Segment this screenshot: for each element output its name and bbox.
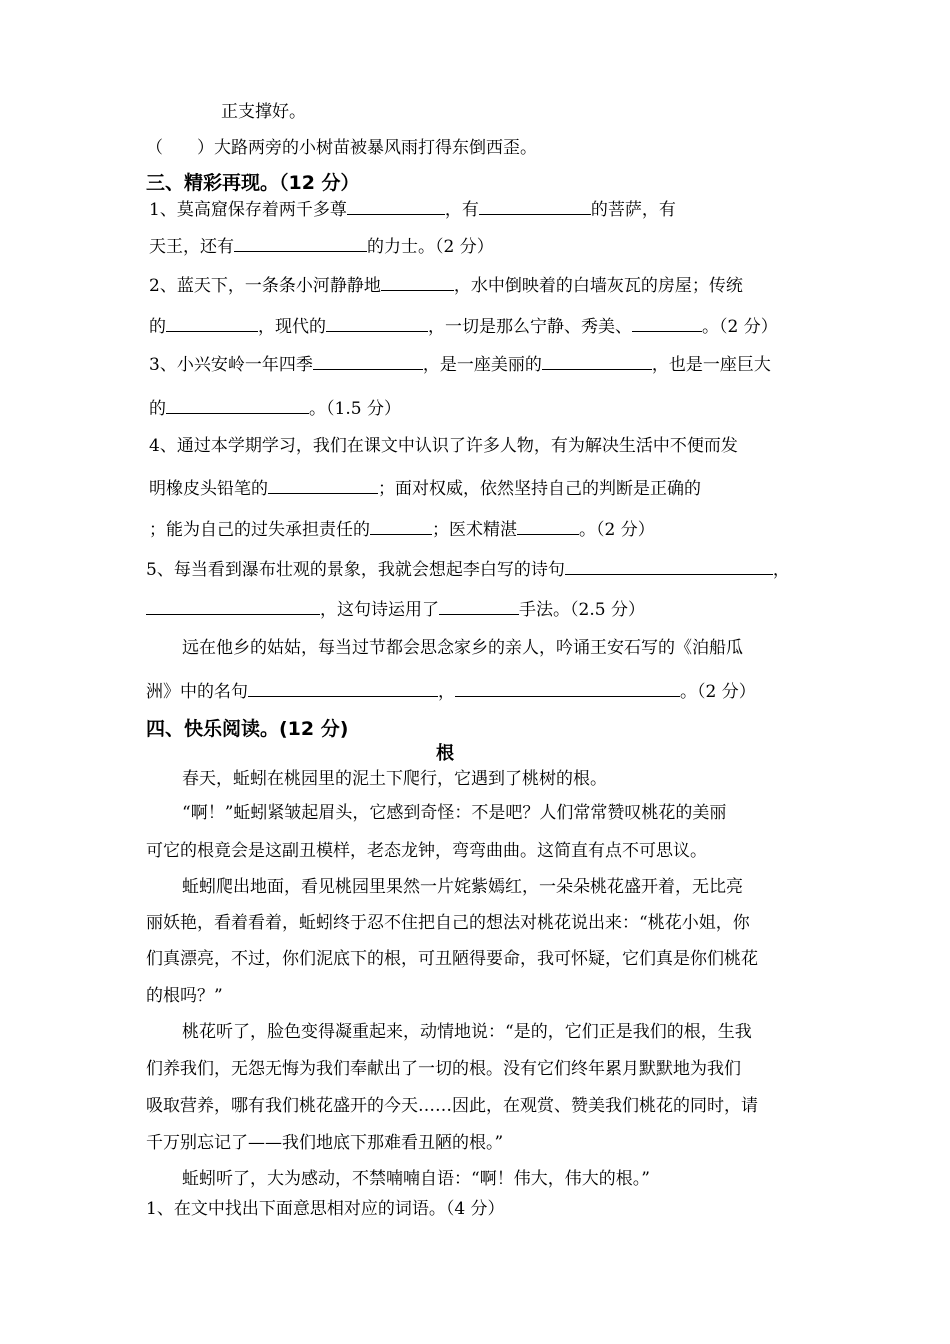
answer-blank[interactable] [234,233,367,252]
question-3-1-line-1: 1、莫高窟保存着两千多尊 ，有 的菩萨，有 [149,196,676,222]
answer-blank[interactable] [542,351,652,370]
continuation-line-1: 正支撑好。 [221,102,306,122]
continuation-line-2: （ ）大路两旁的小树苗被暴风雨打得东倒西歪。 [146,138,537,158]
answer-paren[interactable]: （ ） [146,138,214,158]
answer-blank[interactable] [347,196,445,215]
passage-paragraph: 蚯蚓听了，大为感动，不禁喃喃自语：“啊！伟大，伟大的根。” [182,1169,650,1189]
answer-blank[interactable] [370,516,432,535]
question-3-2-line-1: 2、蓝天下，一条条小河静静地 ，水中倒映着的白墙灰瓦的房屋；传统 [149,272,743,298]
answer-blank[interactable] [517,516,579,535]
answer-blank[interactable] [479,196,591,215]
passage-paragraph: 蚯蚓爬出地面，看见桃园里果然一片姹紫嫣红，一朵朵桃花盛开着，无比亮 [182,877,743,897]
answer-blank[interactable] [313,351,423,370]
question-3-4-line-1: 4、通过本学期学习，我们在课文中认识了许多人物，有为解决生活中不便而发 [149,436,738,456]
answer-blank[interactable] [248,678,438,697]
passage-line: 可它的根竟会是这副丑模样，老态龙钟，弯弯曲曲。这简直有点不可思议。 [146,841,707,861]
passage-line: 们真漂亮，不过，你们泥底下的根，可丑陋得要命，我可怀疑，它们真是你们桃花 [146,949,758,969]
passage-line: 千万别忘记了——我们地底下那难看丑陋的根。” [146,1133,504,1153]
question-3-3-line-2: 的 。（1.5 分） [149,395,401,421]
answer-blank[interactable] [166,313,258,332]
reading-question-1: 1、在文中找出下面意思相对应的词语。（4 分） [146,1199,505,1219]
question-3-2-line-2: 的 ，现代的 ，一切是那么宁静、秀美、 。（2 分） [149,313,778,339]
passage-paragraph: 春天，蚯蚓在桃园里的泥土下爬行，它遇到了桃树的根。 [182,769,607,789]
passage-paragraph: 桃花听了，脸色变得凝重起来，动情地说：“是的，它们正是我们的根，生我 [182,1022,752,1042]
section-3-heading: 三、精彩再现。（12 分） [146,172,360,194]
question-3-4-line-3: ；能为自己的过失承担责任的 ；医术精湛 。（2 分） [149,516,655,542]
question-3-1-line-2: 天王，还有 的力士。（2 分） [149,233,494,259]
answer-blank[interactable] [381,272,454,291]
question-3-4-line-2: 明橡皮头铅笔的 ；面对权威，依然坚持自己的判断是正确的 [149,475,701,501]
question-3-6-line-1: 远在他乡的姑姑，每当过节都会思念家乡的亲人，吟诵王安石写的《泊船瓜 [182,638,743,658]
passage-paragraph: “啊！”蚯蚓紧皱起眉头，它感到奇怪：不是吧？人们常常赞叹桃花的美丽 [182,803,727,823]
passage-line: 丽妖艳，看着看着，蚯蚓终于忍不住把自己的想法对桃花说出来：“桃花小姐，你 [146,913,750,933]
answer-blank[interactable] [439,596,519,615]
answer-blank[interactable] [326,313,428,332]
answer-blank[interactable] [166,395,309,414]
passage-line: 吸取营养，哪有我们桃花盛开的今天……因此，在观赏、赞美我们桃花的同时，请 [146,1096,758,1116]
section-4-heading: 四、快乐阅读。(12 分) [146,718,349,740]
passage-line: 们养我们，无怨无悔为我们奉献出了一切的根。没有它们终年累月默默地为我们 [146,1059,741,1079]
answer-blank[interactable] [146,596,320,615]
passage-line: 的根吗？” [146,986,223,1006]
answer-blank[interactable] [632,313,702,332]
answer-blank[interactable] [455,678,680,697]
question-3-6-line-2: 洲》中的名句 ， 。（2 分） [146,678,756,704]
question-3-5-line-1: 5、每当看到瀑布壮观的景象，我就会想起李白写的诗句 ， [146,556,790,582]
question-3-3-line-1: 3、小兴安岭一年四季 ，是一座美丽的 ，也是一座巨大 [149,351,771,377]
question-3-5-line-2: ，这句诗运用了 手法。（2.5 分） [146,596,645,622]
answer-blank[interactable] [565,556,773,575]
answer-blank[interactable] [268,475,378,494]
passage-title: 根 [436,743,454,764]
